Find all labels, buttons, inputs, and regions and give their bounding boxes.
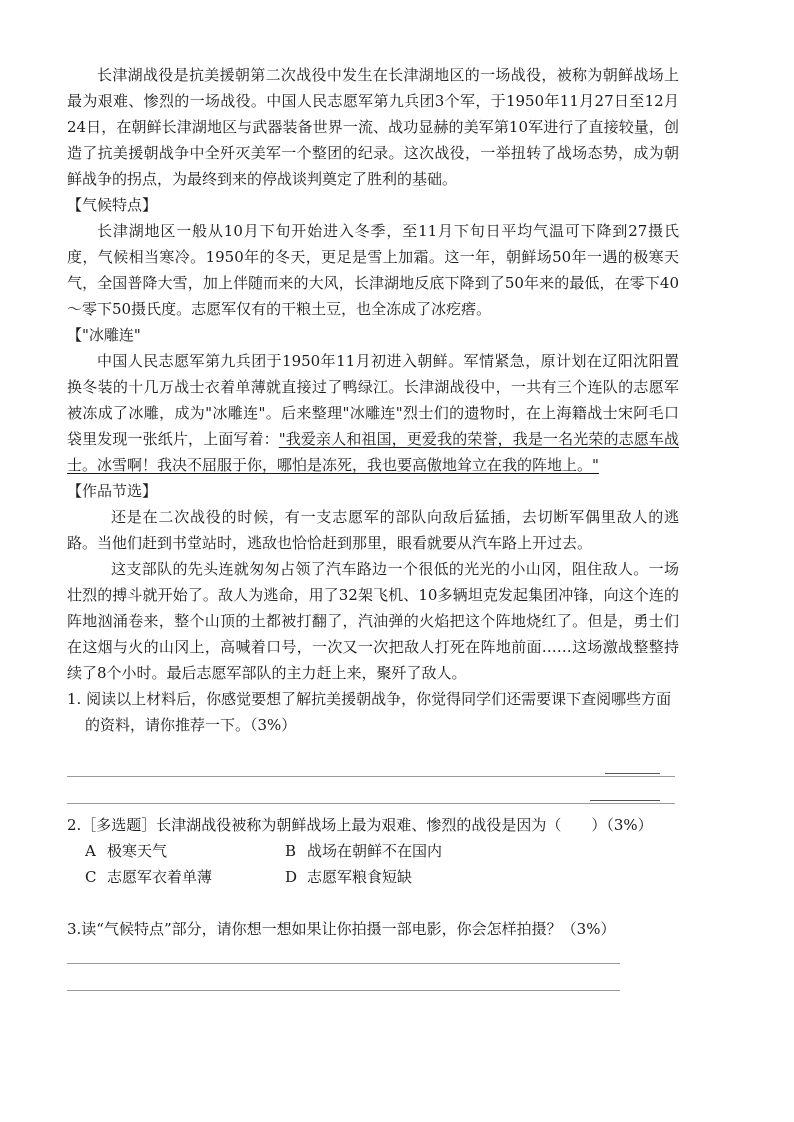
intro-paragraph: 长津湖战役是抗美援朝第二次战役中发生在长津湖地区的一场战役，被称为朝鲜战场上最为艰难、惨烈的一场战役。中国人民志愿军第九兵团3个军，于1950年11月27日至12月24日，在朝鲜长津湖地区与武器装备世界一流、战功显赫的美军第10军进行了直接较量，创造了抗美援朝战争中全歼灭美军一个整团的纪录。这次战役，一举扭转了战场态势，成为朝鲜战争的拐点，为最终到来的停战谈判奠定了胜利的基础。 [67, 66, 679, 188]
option-letter: A [85, 842, 96, 860]
answer-line-q1-2-end [590, 800, 660, 801]
question-1: 1. 阅读以上材料后，你感觉要想了解抗美援朝战争，你觉得同学们还需要课下查阅哪些方面的资料，请你推荐一下。（3%） [67, 690, 672, 734]
ice-sculpture-heading: 【"冰雕连" [67, 326, 141, 344]
ice-sculpture-text: 中国人民志愿军第九兵团于1950年11月初进入朝鲜。军情紧急，原计划在辽阳沈阳置换冬装的十几万战士衣着单薄就直接过了鸭绿江。长津湖战役中，一共有三个连队的志愿军被冻成了冰雕，成为"冰雕连"。后来整理"冰雕连"烈士们的遗物时，在上海籍战士宋阿毛口袋里发现一张纸片，上面写着： [67, 352, 679, 448]
question-2-block [67, 812, 707, 890]
excerpt-paragraph-1: 还是在二次战役的时候，有一支志愿军的部队向敌后猛插，去切断军偶里敌人的逃路。当他们赶到书堂站时，逃敌也恰恰赶到那里，眼看就要从汽车路上开过去。 [67, 508, 679, 552]
option-text: 志愿军粮食短缺 [307, 868, 413, 886]
option-b[interactable] [285, 838, 585, 864]
option-d[interactable] [285, 864, 585, 890]
answer-line-q1-2[interactable] [67, 803, 675, 804]
answer-line-q1-1-end [605, 773, 660, 774]
option-c[interactable] [85, 864, 285, 890]
question-2-options [85, 838, 707, 890]
soldier-note-quote: "我爱亲人和祖国，更爱我的荣誉，我是一名光荣的志愿车战士。冰雪啊！我决不屈服于你，哪怕是冻死，我也要高傲地耸立在我的阵地上。" [67, 430, 679, 474]
option-letter: B [285, 842, 297, 860]
option-text: 极寒天气 [107, 842, 168, 860]
option-letter: C [85, 868, 97, 886]
climate-paragraph: 长津湖地区一般从10月下旬开始进入冬季，至11月下旬日平均气温可下降到27摄氏度，气候相当寒冷。1950年的冬天，更足是雪上加霜。这一年，朝鲜场50年一遇的极寒天气，全国普降大雪，加上伴随而来的大风，长津湖地反底下降到了50年来的最低，在零下40～零下50摄氏度。志愿军仅有的干粮土豆，也全冻成了冰疙瘩。 [67, 222, 679, 318]
option-a[interactable] [85, 838, 285, 864]
question-3: 3.读“气候特点”部分，请你想一想如果让你拍摄一部电影，你会怎样拍摄？（3%） [67, 920, 616, 938]
option-letter: D [285, 868, 298, 886]
option-text: 志愿军衣着单薄 [107, 868, 213, 886]
answer-line-q1-1[interactable] [67, 776, 675, 777]
answer-line-q3-1[interactable] [67, 963, 620, 964]
question-3-block [67, 916, 707, 942]
ice-sculpture-paragraph [67, 348, 679, 478]
answer-line-q3-2[interactable] [67, 990, 620, 991]
option-text: 战场在朝鲜不在国内 [307, 842, 443, 860]
excerpt-heading: 【作品节选】 [67, 482, 158, 500]
excerpt-paragraph-2: 这支部队的先头连就匆匆占领了汽车路边一个很低的光光的小山冈，阻住敌人。一场壮烈的搏斗就开始了。敌人为逃命，用了32架飞机、10多辆坦克发起集团冲锋，向这个连的阵地汹涌卷来，整个山顶的土都被打翻了，汽油弹的火焰把这个阵地烧红了。但是，勇士们在这烟与火的山冈上，高喊着口号，一次又一次把敌人打死在阵地前面……这场激战整整持续了8个小时。最后志愿军部队的主力赶上来，聚歼了敌人。 [67, 560, 679, 682]
climate-heading: 【气候特点】 [67, 196, 158, 214]
document-page [67, 62, 679, 738]
question-2: 2.［多选题］长津湖战役被称为朝鲜战场上最为艰难、惨烈的战役是因为（ ）（3%） [67, 816, 653, 834]
